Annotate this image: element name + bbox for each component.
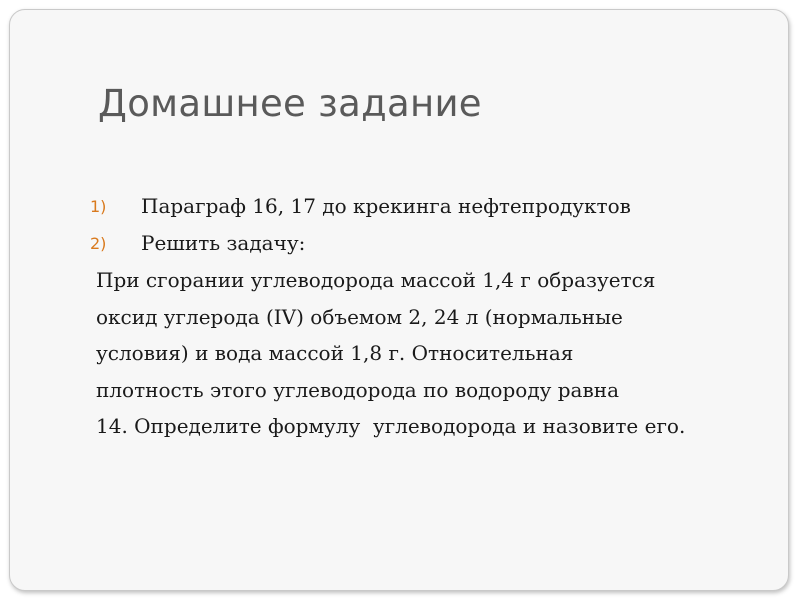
task-line: условия) и вода массой 1,8 г. Относительная <box>96 341 574 365</box>
task-text <box>96 262 776 445</box>
slide <box>9 9 789 591</box>
list-number: 1) <box>90 197 107 216</box>
task-line: 14. Определите формулу углеводорода и назовите его. <box>96 414 686 438</box>
list-item-text: Решить задачу: <box>141 231 306 255</box>
slide-title: Домашнее задание <box>98 82 482 125</box>
task-line: плотность этого углеводорода по водороду равна <box>96 377 619 402</box>
task-line: При сгорании углеводорода массой 1,4 г образуется <box>96 268 656 292</box>
task-line: оксид углерода (IV) объемом 2, 24 л (нормальные <box>96 304 623 329</box>
list-item-text: Параграф 16, 17 до крекинга нефтепродуктов <box>141 194 631 218</box>
list-number: 2) <box>90 234 107 253</box>
